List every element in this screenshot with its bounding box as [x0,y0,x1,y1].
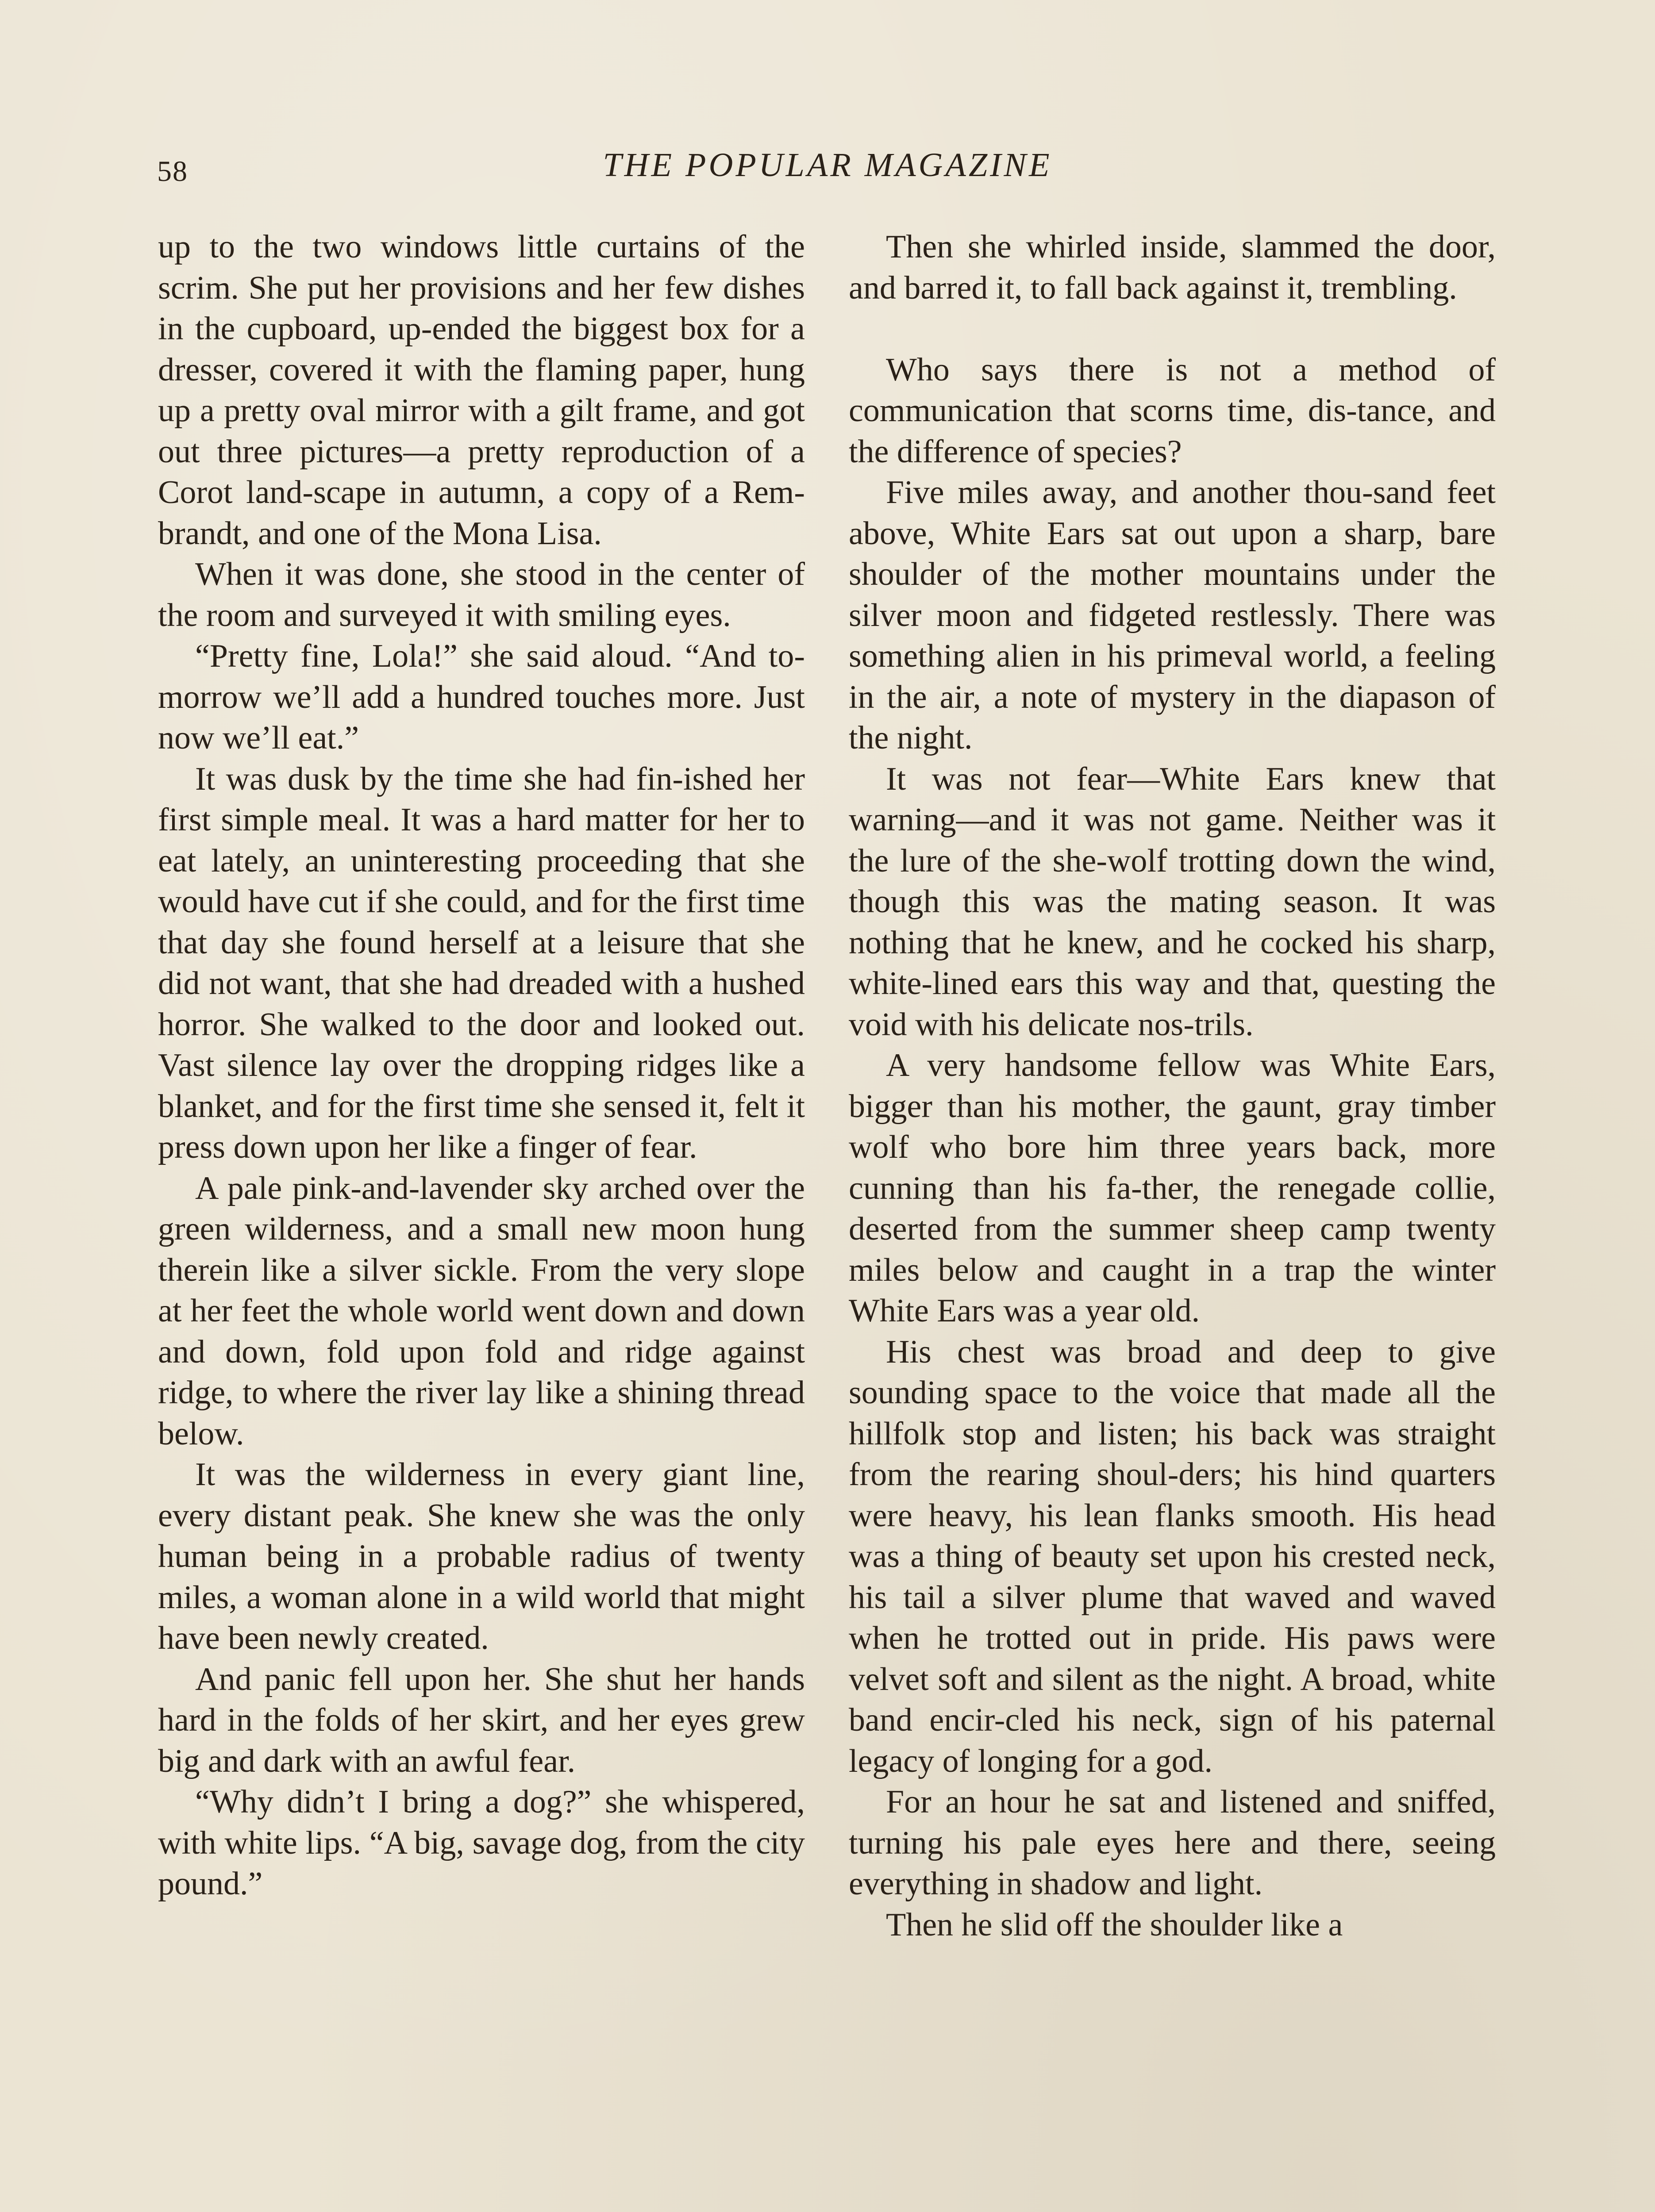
paragraph: It was dusk by the time she had fin-ished her first simple meal. It was a hard matter for her to eat lately, an uninteresting proceeding that she would have cut if she could, and for the first time that day she found herself at a leisure that she did not want, that she had dreaded with a hushed horror. She walked to the door and looked out. Vast silence lay over the dropping ridges like a blanket, and for the first time she sensed it, felt it press down upon her like a finger of fear. [158,760,805,1165]
paragraph: For an hour he sat and listened and sniffed, turning his pale eyes here and there, seeing everything in shadow and light. [849,1784,1496,1902]
paragraph: Five miles away, and another thou-sand feet above, White Ears sat out upon a sharp, bare shoulder of the mother mountains under the silver moon and fidgeted restlessly. There was something alien in his primeval world, a feeling in the air, a note of mystery in the diapason of the night. [849,474,1496,756]
page-header [157,146,1498,199]
paragraph: Who says there is not a method of communication that scorns time, dis-tance, and the difference of species? [849,351,1496,470]
paragraph: When it was done, she stood in the center of the room and surveyed it with smiling eyes. [158,556,805,634]
paragraph: Then she whirled inside, slammed the door, and barred it, to fall back against it, trembling. [849,229,1496,306]
paragraph: A pale pink-and-lavender sky arched over the green wilderness, and a small new moon hung therein like a silver sickle. From the very slope at her feet the whole world went down and down and down, fold upon fold and ridge against ridge, to where the river lay like a shining thread below. [158,1170,805,1452]
paragraph: His chest was broad and deep to give sounding space to the voice that made all the hillfolk stop and listen; his back was straight from the rearing shoul-ders; his hind quarters were heavy, his lean flanks smooth. His head was a thing of beauty set upon his crested neck, his tail a silver plume that waved and waved when he trotted out in pride. His paws were velvet soft and silent as the night. A broad, white band encir-cled his neck, sign of his paternal legacy of longing for a god. [849,1333,1496,1779]
right-column [849,227,1496,1945]
page-number: 58 [157,155,188,188]
paragraph: It was the wilderness in every giant line, every distant peak. She knew she was the only human being in a probable radius of twenty miles, a woman alone in a wild world that might have been newly created. [158,1456,805,1656]
paragraph: “Why didn’t I bring a dog?” she whispered, with white lips. “A big, savage dog, from the city pound.” [158,1784,805,1902]
left-column [158,227,805,1905]
paragraph: Then he slid off the shoulder like a [886,1906,1343,1943]
section-break [849,308,1496,349]
paragraph: up to the two windows little curtains of the scrim. She put her provisions and her few dishes in the cupboard, up-ended the biggest box for a dresser, covered it with the flaming paper, hung up a pretty oval mirror with a gilt frame, and got out three pictures—a pretty reproduction of a Corot land-scape in autumn, a copy of a Rem-brandt, and one of the Mona Lisa. [158,229,805,552]
paragraph: A very handsome fellow was White Ears, bigger than his mother, the gaunt, gray timber wolf who bore him three years back, more cunning than his fa-ther, the renegade collie, deserted from the summer sheep camp twenty miles below and caught in a trap the winter White Ears was a year old. [849,1047,1496,1329]
paragraph: “Pretty fine, Lola!” she said aloud. “And to-morrow we’ll add a hundred touches more. Just now we’ll eat.” [158,638,805,756]
running-head: THE POPULAR MAGAZINE [603,146,1052,184]
paragraph: It was not fear—White Ears knew that warning—and it was not game. Neither was it the lure of the she-wolf trotting down the wind, though this was the mating season. It was nothing that he knew, and he cocked his sharp, white-lined ears this way and that, questing the void with his delicate nos-trils. [849,760,1496,1043]
paragraph: And panic fell upon her. She shut her hands hard in the folds of her skirt, and her eyes grew big and dark with an awful fear. [158,1661,805,1779]
